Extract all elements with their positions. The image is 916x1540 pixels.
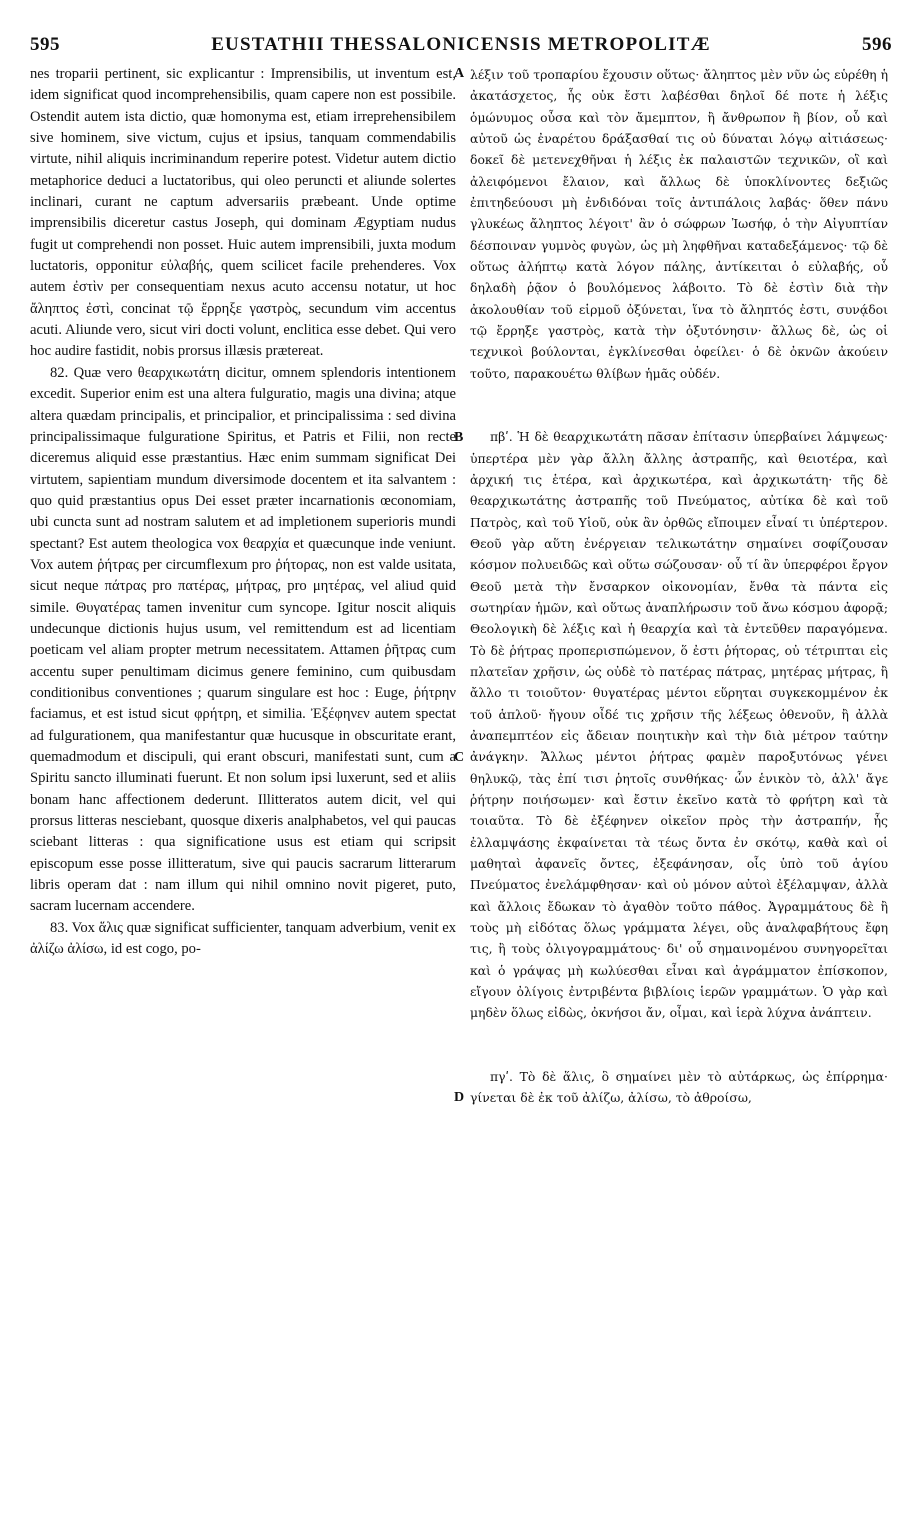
right-page-number: 596 [862,34,892,55]
greek-paragraph-1: λέξιν τοῦ τροπαρίου ἔχουσιν οὕτως· ἄληπτος μὲν νῦν ὡς εὑρέθη ἡ ἀκατάσχετος, ἧς οὐκ ἔστι λαβέσθαι δηλοῖ δέ ποτε ἡ λέξις ὁμώνυμος οὖσα καὶ τὸν ἄμεμπτον, ἢ ἄνθρωπον ἢ βίον, οὗ καὶ αὐτοῦ ὡς ἐναρέτου δράξασθαί τις οὐ δύναται λόγῳ αἰτιάσεως· δοκεῖ δὲ μετενεχθῆναι ἡ λέξις ἐκ παλαιστῶν τεχνικῶν, οἳ καὶ ἀλειφόμενοι ἔλαιον, καὶ ἄλλως δὲ ὑποκλίνοντες δεξιῶς ἐπιτηδεύουσι μὴ ἐνδιδόναι τοῖς ἀντιπάλοις λαβάς· ὅθεν πάνυ γλυκέως ἄληπτος λέγοιτ' ἂν ὁ σώφρων Ἰωσήφ, ὁ τὴν Αἰγυπτίαν δέσποιναν γυμνὸς φυγὼν, ὡς μὴ ληφθῆναι καταδεξάμενος· τῷ δὲ οὕτως ἀλήπτῳ κατὰ λόγον πάλης, ἀντίκειται ὁ εὐλαβής, οὗ δηλαδὴ ῥᾷον ὁ βουλόμενος λάβοιτο. Τὸ δὲ ἐστὶν διὰ τὴν ἀκολουθίαν τοῦ εἱρμοῦ ὀξύνεται, ἵνα τὸ ἄληπτός ἐστι, συνᾴδοι τῷ ἔρρηξε γαστρὸς, κατὰ τὴν ὀξυτόνησιν· ἄλλως δὲ, ὡς οἱ τεχνικοὶ βούλονται, ἐγκλίνεσθαι ὀφείλει· ὁ δὲ ὀκνῶν ἀκούειν τοῦτο, παρακουέτω θλίβων ἡμᾶς οὐδέν. [470,67,888,381]
margin-letter-a: A [454,66,465,81]
margin-letter-c: C [454,750,465,765]
latin-paragraph-1: nes troparii pertinent, sic explicantur : Imprensibilis, ut inventum est, idem significat quod incomprehensibilis, quam capere non est possibile. Ostendit autem ista dictio, quæ homonyma est, etiam irreprehensibilem sive hominem, sive victum, cujus et ipsius, tanquam commendabilis virtute, nihil aliquis incriminandum reperire potest. Videtur autem dictio metaphorice deduci a luctatoribus, qui oleo peruncti et aliunde solertes inclinari, curant ne captum adversariis præbeant. Unde optime imprensibilis diceretur castus Joseph, qui dominam Ægyptiam nudus fugit ut comprehendi non posset. Huic autem imprensibili, juxta modum luctatoris, opponitur εὐλαβής, quem scilicet facile prehenderes. Vox autem ἐστὶν per consequentiam nexus acuto accensu notatur, ut hoc ἄληπτος ἐστὶ, concinat τῷ ἔρρηξε γαστρὸς, secundum vim accentus acuti. Aliunde vero, sicut viri docti volunt, enclitica esse debet. Qui vero hoc audire fastidit, nobis prorsus illæsis prætereat. [30,66,456,360]
left-page-number: 595 [30,34,60,55]
margin-letter-b: B [454,430,464,445]
greek-paragraph-83: πγʹ. Τὸ δὲ ἅλις, ὃ σημαίνει μὲν τὸ αὐτάρκως, ὡς ἐπίρρημα· γίνεται δὲ ἐκ τοῦ ἀλίζω, ἀλίσω, τὸ ἀθροίσω, [470,1068,888,1106]
running-title: EUSTATHII THESSALONICENSIS METROPOLITÆ [211,34,711,55]
greek-column [470,64,888,1520]
margin-letter-d: D [454,1090,465,1105]
greek-paragraph-82: πβʹ. Ἡ δὲ θεαρχικωτάτη πᾶσαν ἐπίτασιν ὑπερβαίνει λάμψεως· ὑπερτέρα μὲν γὰρ ἄλλη ἄλλης ἀστραπῆς, καὶ θειοτέρα, καὶ ἀρχική τις ἑτέρα, καὶ ἀρχικωτέρα, καὶ ἀρχικωτάτη· τῆς δὲ θεαρχικωτάτης ἀστραπῆς τοῦ Πνεύματος, αὐτίκα δὲ καὶ τοῦ Πατρὸς, καὶ τοῦ Υἱοῦ, οὐκ ἂν ὀρθῶς εἴποιμεν εἶναί τι ὑπέρτερον. Θεοῦ γὰρ αὕτη ἐνέργειαν τελικωτάτην σημαίνει σοφίζουσαν κόσμον πολυειδῶς καὶ οὕτω σώζουσαν· οὗ τί ἂν ὑπερφέροι ἔργον Θεοῦ μετὰ τὴν ἔνσαρκον οἰκονομίαν, ἔνθα τὰ πάντα εἰς σωτηρίαν ἡμῶν, καὶ οὕτως ἀναπλήρωσιν τοῦ ἄνω κόσμου ἀφορᾷ; Θεολογικὴ δὲ λέξις καὶ ἡ θεαρχία καὶ τὰ ἐντεῦθεν παραγόμενα. Τὸ δὲ ῥήτρας προπερισπώμενον, ὅ ἐστι ῥήτορας, οὐ τέτριπται εἰς πλατεῖαν χρῆσιν, ὡς οὐδὲ τὸ πατέρας πάτρας, μητέρας μήτρας, ἢ ἄλλο τι τοιοῦτον· θυγατέρας μέντοι εὕρηται συγκεκομμένον ἐκ τοῦ ἁπλοῦ· ἤγουν οἶδέ τις χρῆσιν τῆς λέξεως ὁθενοῦν, ἢ ἀλλὰ ἀναπεμπτέον εἰς ἄδειαν ποιητικὴν καὶ τὴν διὰ μέτρον ταύτην ἀνάγκην. Ἄλλως μέντοι ῥήτρας φαμὲν παροξυτόνως γένει θηλυκῷ, τὰς ἐπί τισι ῥητοῖς συνθήκας· ὧν ἑνικὸν τὸ, ἀλλ' ἄγε ῥήτρην ποιήσωμεν· καὶ ἔστιν ἐκεῖνο κατὰ τὸ φρήτρη καὶ τὰ τοιαῦτα. Τὸ δὲ ἐξέφηνεν οἰκεῖον πρὸς τὴν ἀστραπήν, ἧς ἐλλαμψάσης ἐκφαίνεται τὰ τέως ὄντα ἐν σκότῳ, καθὰ καὶ οἱ μαθηταὶ ἀφανεῖς ὄντες, ἐξεφάνησαν, οἷς ὑπὸ τοῦ ἁγίου Πνεύματος ἐνελάμφθησαν· καὶ οὐ μόνον αὐτοὶ ἐξέλαμψαν, ἀλλὰ καὶ ἄλλοις ἔδωκαν τὸ ἀγαθὸν τοῦτο πάθος. Ἀγραμμάτους δὲ ἢ τοὺς μὴ εἰδότας ὅλως γράμματα λέγει, οὓς ἀναλφαβήτους ἔφη τις, ἢ τοὺς ὀλιγογραμμάτους· δι' οὗ σημαινομένου συνηγορεῖται καὶ ὁ γράψας μὴ κωλύεσθαι εἶναι καὶ ἀγράμματον ἐπίσκοπον, εἴγουν ὀλίγοις ἐντριβέντα βιβλίοις ἱερῶν γραμμάτων. Ὁ γὰρ καὶ μηδὲν ὅλως εἰδὼς, ὀκνήσοι ἄν, οἶμαι, καὶ ἱερὰ λύχνα ἀνάπτειν. [470,429,888,1021]
latin-paragraph-82: 82. Quæ vero θεαρχικωτάτη dicitur, omnem splendoris intentionem excedit. Superior enim est una altera fulguratio, magis una divina; atque altera quædam principalis, et principalior, et principalissima : sed divina principalissimaque fulgurationе Spiritus, et Patris et Filii, non recte diceremus aliquid esse præstantius. Hæc enim summam significat Dei virtutem, sapientiam mundum diversimode docentem et ita salvantem : quo quid præstantius opus Dei esset præter incarnationis œconomiam, ubi cuncta sunt ad nostram salutem et ad impletionem superioris mundi spectant? Est autem theologica vox θεαρχία et quæcunque inde veniunt. Vox autem ῥήτρας per circumflexum pro ῥήτορας, non est valde usitata, sicut neque πάτρας pro πατέρας, μήτρας, pro μητέρας, vel aliud quid simile. Θυγατέρας tamen invenitur cum syncope. Igitur noscit aliquis undecunque dictionis hujus usum, vel remittendum est ad licentiam poeticam vel aliam propter metrum necessitatem. Attamen ῥῆτρας cum accentu super penultimam dicimus genere feminino, cum quibusdam conditionibus conventiones ; quarum singulare est hoc : Euge, ῥήτρην faciamus, et est istud sicut φρήτρη, et similia. Ἐξέφηνεν autem spectat ad fulgurationem, qua manifestantur quæ hucusque in obscuritate erant, quemadmodum et discipuli, qui erant obscuri, manifestati sunt, cum a Spiritu sancto illuminati fuerunt. Et non solum ipsi luxerunt, sed et aliis bonam hanc affectionem dederunt. Illitteratos autem dicit, vel qui prorsus litteras nesciebant, quosque dixeris analphabetos, vel qui paucas sciebant litteras : qua significatione usus est etiam qui scripsit episcopum esse posse illitteratum, sive qui paucis sacrarum litterarum libris operam dat : nam illum qui nihil omnino novit pigeret, puto, sacram lucernam accendere. [30,364,456,915]
latin-paragraph-83: 83. Vox ἅλις quæ significat sufficienter, tanquam adverbium, venit ex ἀλίζω ἀλίσω, id est cogo, po- [30,919,456,958]
latin-column [30,64,456,1520]
